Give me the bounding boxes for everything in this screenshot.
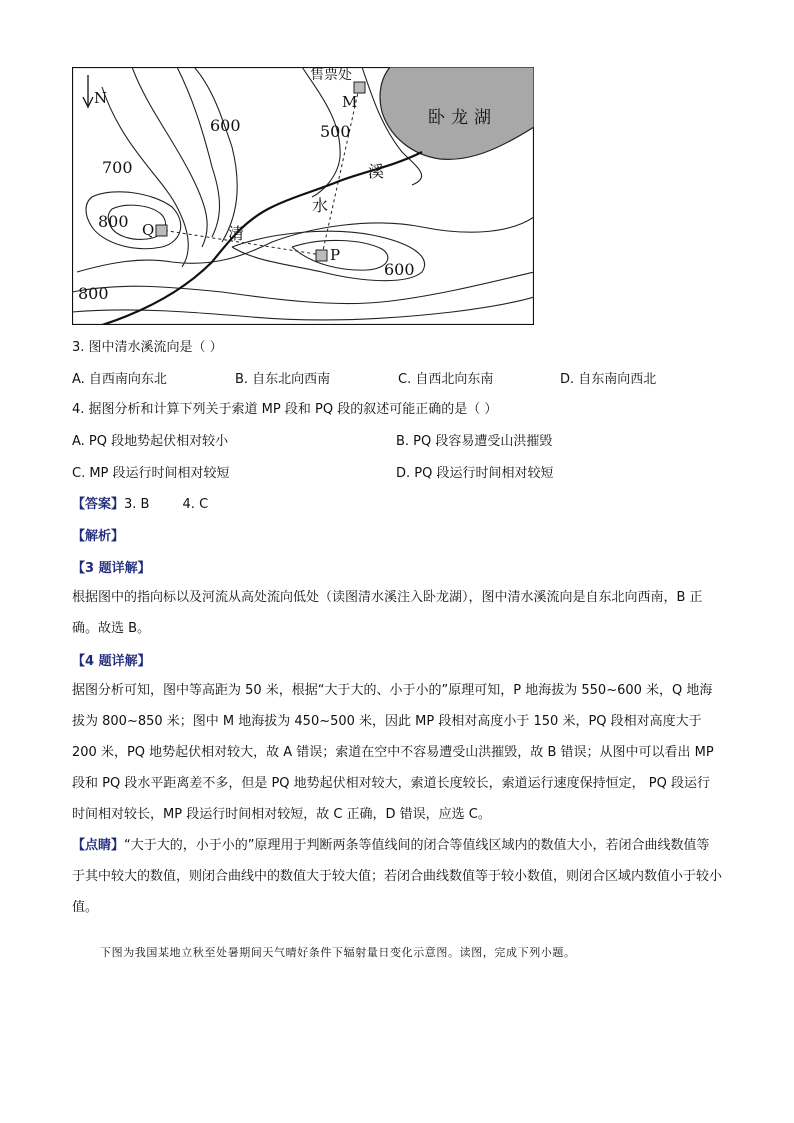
point-m-square [354,82,365,93]
contour-label-600-bottom: 600 [384,260,415,279]
next-question-intro: 下图为我国某地立秋至处暑期间天气晴好条件下辐射量日变化示意图。读图，完成下列小题。 [100,946,576,959]
q4-stem: 4. 据图分析和计算下列关于索道 MP 段和 PQ 段的叙述可能正确的是（ ） [72,402,498,417]
contour-map [72,67,534,325]
q3-option-d: D. 自东南向西北 [560,372,657,387]
contour-label-700: 700 [102,158,133,177]
detail4-text: 据图分析可知，图中等高距为 50 米，根据“大于大的、小于小的”原理可知，P 地海拔为 550~600 米，Q 地海拔为 800~850 米；图中 M 地海拔为 450~500 米，因此 MP 段相对高度小于 150 米，PQ 段相对高度大于 200 米，PQ 地势起伏相对较大，故 A 错误；索道在空中不容易遭受山洪摧毁，故 B 错误；从图中可以看出 MP 段和 PQ 段水平距离差不多，但是 PQ 地势起伏相对较大，索道长度较长，索道运行速度保持恒定， PQ 段运行时间相对较长，MP 段运行时间相对较短，故 C 正确，D 错误，应选 C。 [72,683,714,822]
stream-char-3: 清 [228,224,245,243]
lake-label: 卧龙湖 [428,108,497,128]
detail3-text: 根据图中的指向标以及河流从高处流向低处（读图清水溪注入卧龙湖），图中清水溪流向是自东北向西南，B 正确。故选 B。 [72,590,703,636]
q3-option-c: C. 自西北向东南 [398,372,494,387]
analysis-label: 【解析】 [72,529,125,544]
q3-stem: 3. 图中清水溪流向是（ ） [72,340,223,355]
point-p-label: P [330,246,341,264]
detail3-label: 【3 题详解】 [72,561,151,576]
point-q-label: Q [142,221,155,239]
stream-char-1: 溪 [368,162,385,181]
contour-label-500: 500 [320,122,351,141]
answer-label: 【答案】 [72,497,125,512]
q3-option-b: B. 自东北向西南 [235,372,331,387]
north-label: N [94,89,108,107]
point-p-square [316,250,327,261]
tip-label: 【点睛】 [72,838,125,853]
tip-text: “大于大的，小于小的”原理用于判断两条等值线间的闭合等值线区域内的数值大小，若闭合曲线数值等于其中较大的数值，则闭合曲线中的数值大于较大值；若闭合曲线数值等于较小数值，则闭合区域内数值小于较小值。 [72,838,723,915]
answer-value: 3. B 4. C [124,497,209,512]
stream-char-2: 水 [312,196,329,215]
point-q-square [156,225,167,236]
contour-label-800-q: 800 [98,212,129,231]
tip-paragraph [72,830,722,923]
q4-option-d: D. PQ 段运行时间相对较短 [396,466,554,481]
contour-label-800-bottom: 800 [78,284,109,303]
ticket-office-label: 售票处 [310,67,352,83]
q3-option-a: A. 自西南向东北 [72,372,167,387]
answer-line [72,495,208,515]
point-m-label: M [342,93,358,111]
q4-option-a: A. PQ 段地势起伏相对较小 [72,434,229,449]
q4-option-c: C. MP 段运行时间相对较短 [72,466,230,481]
q4-option-b: B. PQ 段容易遭受山洪摧毁 [396,434,553,449]
detail4-label: 【4 题详解】 [72,654,151,669]
contour-label-600-top: 600 [210,116,241,135]
